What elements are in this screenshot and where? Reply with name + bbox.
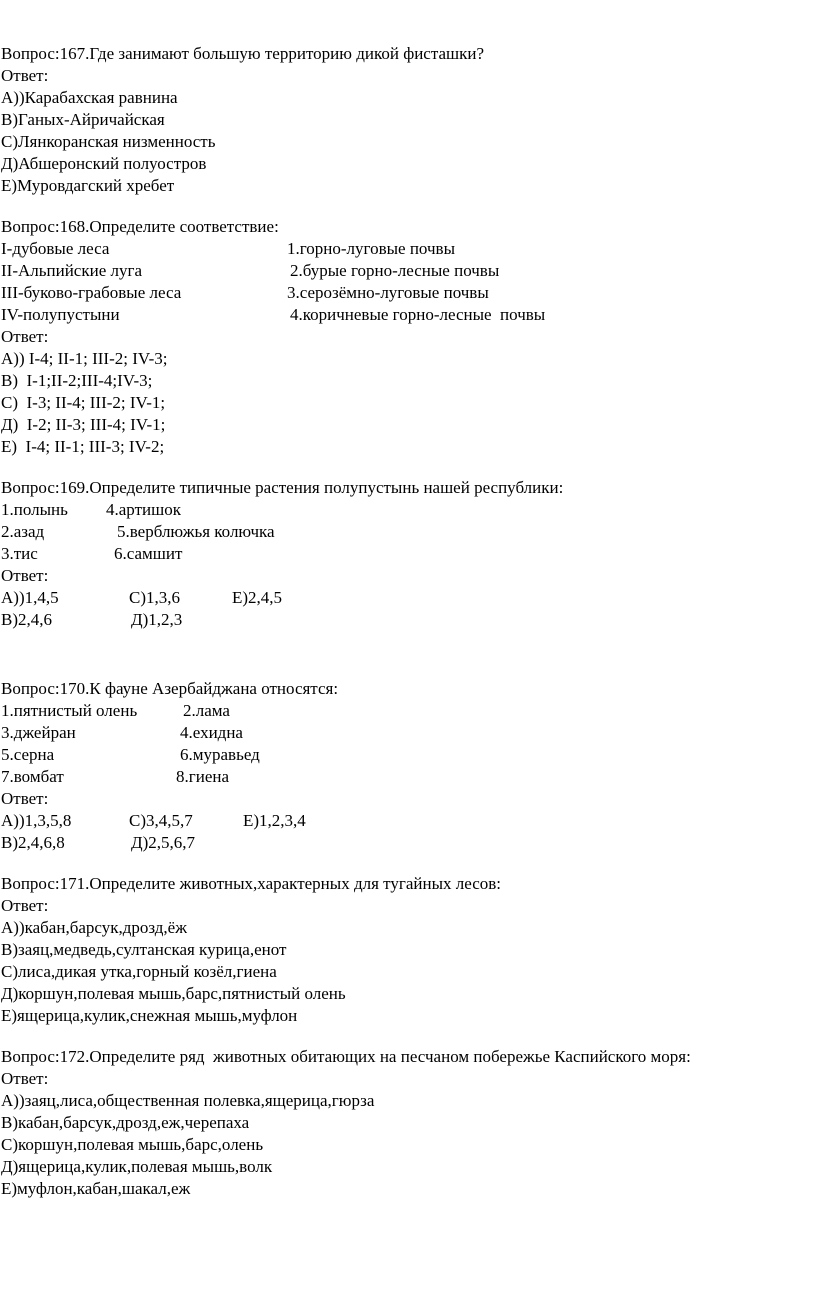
fauna-item-6: 6.муравьед — [180, 745, 260, 764]
option-e: Е)1,2,3,4 — [243, 811, 306, 830]
answer-label: Ответ: — [1, 66, 49, 85]
match-left-1: I-дубовые леса — [1, 239, 110, 258]
match-right-2: 2.бурые горно-лесные почвы — [290, 261, 500, 280]
fauna-item-8: 8.гиена — [176, 767, 230, 786]
answer-label: Ответ: — [1, 566, 49, 585]
option-c: С)Лянкоранская низменность — [1, 132, 216, 151]
answer-label: Ответ: — [1, 896, 49, 915]
option-b: В)2,4,6,8 — [1, 833, 65, 852]
question-167-title: Вопрос:167.Где занимают большую территорию дикой фисташки? — [1, 44, 485, 63]
fauna-item-4: 4.ехидна — [180, 723, 243, 742]
match-left-4: IV-полупустыни — [1, 305, 120, 324]
option-e: Е)муфлон,кабан,шакал,еж — [1, 1179, 191, 1198]
plant-item-1: 1.полынь — [1, 500, 68, 519]
option-c: С) I-3; II-4; III-2; IV-1; — [1, 393, 166, 412]
question-171-title: Вопрос:171.Определите животных,характерных для тугайных лесов: — [1, 874, 501, 893]
match-right-1: 1.горно-луговые почвы — [287, 239, 455, 258]
option-c: С)1,3,6 — [129, 588, 180, 607]
option-e: Е)ящерица,кулик,снежная мышь,муфлон — [1, 1006, 298, 1025]
question-170-title: Вопрос:170.К фауне Азербайджана относятся: — [1, 679, 339, 698]
option-d: Д)Абшеронский полуостров — [1, 154, 207, 173]
option-e: Е)Муровдагский хребет — [1, 176, 175, 195]
answer-label: Ответ: — [1, 327, 49, 346]
question-172-title: Вопрос:172.Определите ряд животных обитающих на песчаном побережье Каспийского моря: — [1, 1047, 691, 1066]
option-b: В)заяц,медведь,султанская курица,енот — [1, 940, 287, 959]
option-a: А)) I-4; II-1; III-2; IV-3; — [1, 349, 168, 368]
option-d: Д)ящерица,кулик,полевая мышь,волк — [1, 1157, 273, 1176]
question-168-title: Вопрос:168.Определите соответствие: — [1, 217, 279, 236]
option-a: А))кабан,барсук,дрозд,ёж — [1, 918, 187, 937]
fauna-item-5: 5.серна — [1, 745, 55, 764]
option-d: Д) I-2; II-3; III-4; IV-1; — [1, 415, 166, 434]
match-right-4: 4.коричневые горно-лесные почвы — [290, 305, 546, 324]
option-c: С)3,4,5,7 — [129, 811, 193, 830]
option-b: В)2,4,6 — [1, 610, 52, 629]
plant-item-3: 3.тис — [1, 544, 38, 563]
option-b: В)Ганых-Айричайская — [1, 110, 165, 129]
option-d: Д)коршун,полевая мышь,барс,пятнистый олень — [1, 984, 346, 1003]
question-169-title: Вопрос:169.Определите типичные растения полупустынь нашей республики: — [1, 478, 564, 497]
fauna-item-3: 3.джейран — [1, 723, 76, 742]
option-b: В) I-1;II-2;III-4;IV-3; — [1, 371, 153, 390]
answer-label: Ответ: — [1, 789, 49, 808]
match-left-3: III-буково-грабовые леса — [1, 283, 182, 302]
fauna-item-7: 7.вомбат — [1, 767, 64, 786]
fauna-item-2: 2.лама — [183, 701, 230, 720]
option-a: А))1,3,5,8 — [1, 811, 72, 830]
plant-item-4: 4.артишок — [106, 500, 181, 519]
option-c: С)лиса,дикая утка,горный козёл,гиена — [1, 962, 277, 981]
match-right-3: 3.серозёмно-луговые почвы — [287, 283, 489, 302]
option-d: Д)2,5,6,7 — [131, 833, 196, 852]
plant-item-6: 6.самшит — [114, 544, 183, 563]
answer-label: Ответ: — [1, 1069, 49, 1088]
option-c: С)коршун,полевая мышь,барс,олень — [1, 1135, 264, 1154]
option-b: В)кабан,барсук,дрозд,еж,черепаха — [1, 1113, 250, 1132]
match-left-2: II-Альпийские луга — [1, 261, 142, 280]
option-e: Е) I-4; II-1; III-3; IV-2; — [1, 437, 165, 456]
option-a: А))Карабахская равнина — [1, 88, 178, 107]
option-a: А))1,4,5 — [1, 588, 59, 607]
option-e: Е)2,4,5 — [232, 588, 283, 607]
plant-item-5: 5.верблюжья колючка — [117, 522, 275, 541]
option-d: Д)1,2,3 — [131, 610, 183, 629]
option-a: А))заяц,лиса,общественная полевка,ящерица,гюрза — [1, 1091, 375, 1110]
fauna-item-1: 1.пятнистый олень — [1, 701, 138, 720]
plant-item-2: 2.азад — [1, 522, 45, 541]
